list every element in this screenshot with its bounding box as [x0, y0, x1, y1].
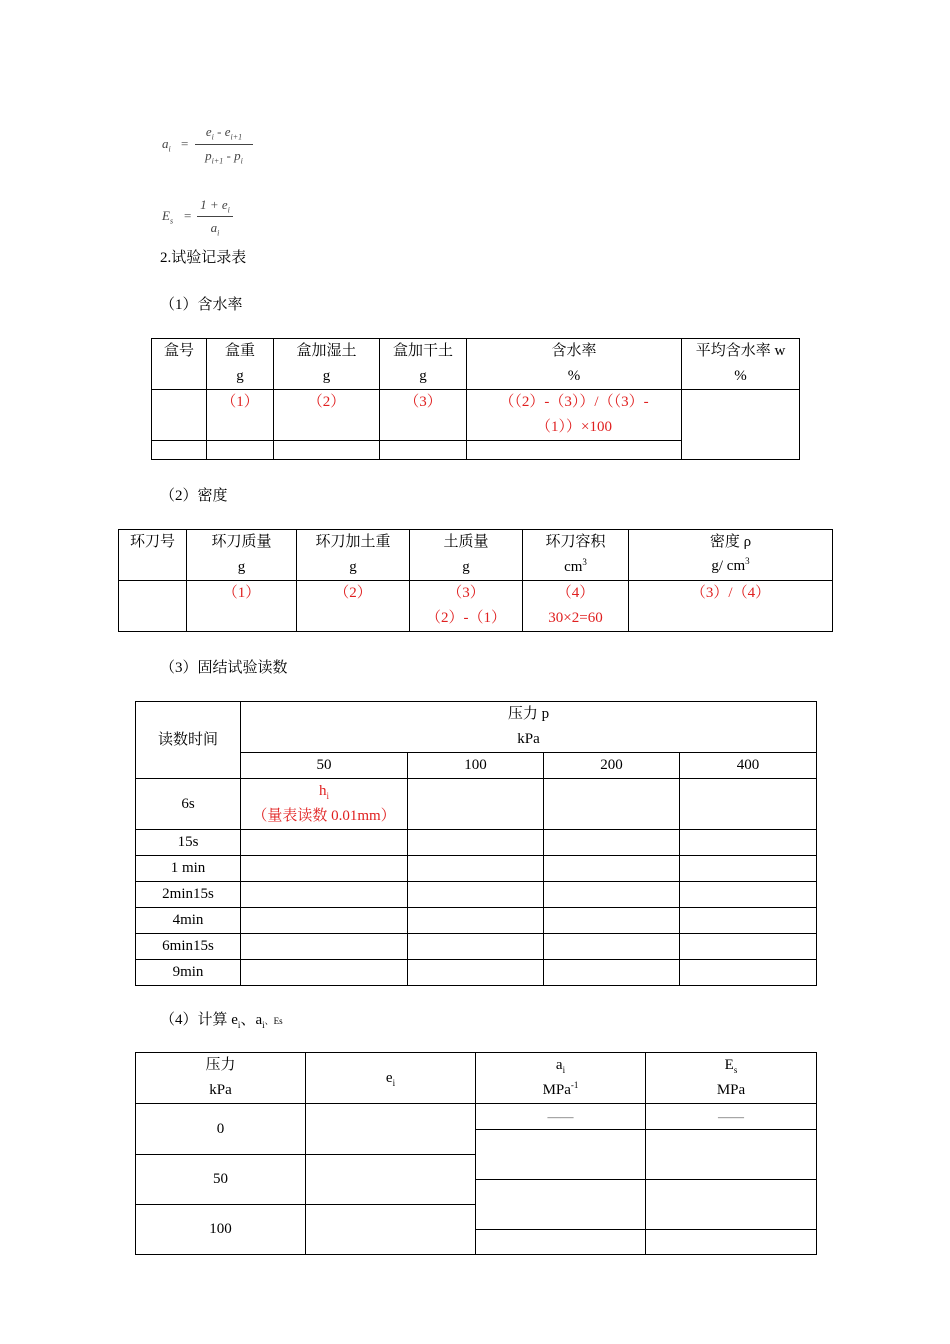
- table-cell: （3）: [380, 390, 467, 441]
- formula-a-fraction-bar: [195, 144, 253, 145]
- formula-es-fraction-bar: [197, 216, 233, 217]
- table-cell: [646, 1180, 817, 1230]
- table-cell: [467, 441, 682, 460]
- table-cell: [207, 441, 274, 460]
- consolidation-table: [135, 701, 817, 986]
- header-cell: 含水率 %: [467, 339, 682, 390]
- table-cell: [241, 830, 408, 856]
- calculation-title: （4）计算 $e_i$、$a_i$、Es: [160, 1012, 283, 1030]
- formula-es-lhs: $E_s$: [162, 208, 174, 226]
- table-cell: [476, 1180, 646, 1230]
- header-cell: 环刀容积 $cm^3$: [523, 530, 629, 581]
- table-cell: [241, 908, 408, 934]
- table-cell: [680, 779, 817, 830]
- table-cell: [544, 830, 680, 856]
- table-cell: [152, 390, 207, 441]
- table-cell: [544, 908, 680, 934]
- header-cell: 土质量 g: [410, 530, 523, 581]
- table-cell: [380, 441, 467, 460]
- table-cell: [241, 882, 408, 908]
- header-cell: 400: [680, 753, 817, 779]
- density-table: [118, 529, 833, 632]
- dash-cell: ——: [646, 1104, 817, 1130]
- time-cell: 15s: [136, 830, 241, 856]
- table-cell: （2）: [297, 581, 410, 632]
- water-content-title: （1）含水率: [160, 297, 243, 313]
- table-cell: [680, 856, 817, 882]
- formula-es-numerator: $1 + e_i$: [200, 197, 230, 215]
- header-cell: 环刀加土重 g: [297, 530, 410, 581]
- table-cell: [241, 934, 408, 960]
- table-cell: [241, 856, 408, 882]
- table-row: [119, 581, 833, 632]
- header-cell: 100: [408, 753, 544, 779]
- table-cell: （4） 30×2=60: [523, 581, 629, 632]
- table-cell: [544, 960, 680, 986]
- dash-cell: ——: [476, 1104, 646, 1130]
- table-cell: [544, 882, 680, 908]
- table-row: [136, 882, 817, 908]
- table-cell: [306, 1155, 476, 1205]
- table-cell: [544, 779, 680, 830]
- table-row: [136, 1104, 817, 1130]
- table-row: [136, 908, 817, 934]
- average-cell: [682, 390, 800, 460]
- table-cell: [680, 960, 817, 986]
- time-cell: 6s: [136, 779, 241, 830]
- table-cell: [152, 441, 207, 460]
- table-cell: [408, 908, 544, 934]
- header-cell: 盒号: [152, 339, 207, 390]
- table-cell: （1）: [187, 581, 297, 632]
- time-cell: 6min15s: [136, 934, 241, 960]
- table-cell: [680, 934, 817, 960]
- formula-es-denominator: $a_i$: [210, 220, 220, 238]
- time-cell: 9min: [136, 960, 241, 986]
- formula-a-equals: =: [181, 136, 189, 151]
- table-cell: （3） （2）-（1）: [410, 581, 523, 632]
- table-cell: [680, 830, 817, 856]
- header-cell: $a_i$ MPa$^{-1}$: [476, 1053, 646, 1104]
- table-cell: [408, 856, 544, 882]
- header-cell: 读数时间: [136, 702, 241, 779]
- table-cell: （1）: [207, 390, 274, 441]
- table-header-row: [152, 339, 800, 390]
- table-cell: [646, 1230, 817, 1255]
- density-title: （2）密度: [160, 488, 228, 504]
- table-cell: [408, 830, 544, 856]
- table-cell: [680, 882, 817, 908]
- calculation-table: [135, 1052, 817, 1255]
- table-cell: [408, 882, 544, 908]
- table-row: [136, 779, 817, 830]
- table-cell: [274, 441, 380, 460]
- table-cell: [544, 856, 680, 882]
- table-row: [152, 390, 800, 441]
- table-cell: （2）: [274, 390, 380, 441]
- header-cell: 平均含水率 w %: [682, 339, 800, 390]
- table-cell: [119, 581, 187, 632]
- table-cell: $h_i$ （量表读数 0.01mm）: [241, 779, 408, 830]
- time-cell: 1 min: [136, 856, 241, 882]
- header-cell: 压力 kPa: [136, 1053, 306, 1104]
- table-cell: [646, 1130, 817, 1180]
- table-header-row: [119, 530, 833, 581]
- table-header-row: [136, 1053, 817, 1104]
- time-cell: 2min15s: [136, 882, 241, 908]
- table-cell: [306, 1205, 476, 1255]
- header-cell: 环刀号: [119, 530, 187, 581]
- table-row: [136, 934, 817, 960]
- section-title: 2.试验记录表: [160, 250, 247, 266]
- formula-a-numerator: $e_i - e_{i+1}$: [205, 124, 243, 142]
- table-cell: [408, 779, 544, 830]
- formula-es: [162, 196, 252, 244]
- table-cell: [408, 960, 544, 986]
- header-cell: 盒重 g: [207, 339, 274, 390]
- header-cell: 盒加湿土 g: [274, 339, 380, 390]
- header-cell: 50: [241, 753, 408, 779]
- water-content-table: [151, 338, 800, 460]
- formula-a-denominator: $p_{i+1} - p_i$: [205, 148, 243, 166]
- table-cell: （（2）-（3））/（（3）- （1））×100: [467, 390, 682, 441]
- formula-a: [162, 124, 272, 174]
- table-cell: [241, 960, 408, 986]
- pressure-cell: 0: [136, 1104, 306, 1155]
- header-cell: 200: [544, 753, 680, 779]
- time-cell: 4min: [136, 908, 241, 934]
- table-cell: [408, 934, 544, 960]
- header-cell: 密度 ρ g/ $cm^3$: [629, 530, 833, 581]
- table-cell: [306, 1104, 476, 1155]
- table-cell: [476, 1230, 646, 1255]
- formula-es-equals: =: [184, 208, 192, 223]
- table-header-row: [136, 702, 817, 753]
- table-cell: [476, 1130, 646, 1180]
- table-cell: （3）/（4）: [629, 581, 833, 632]
- table-row: [136, 960, 817, 986]
- table-cell: [680, 908, 817, 934]
- header-cell: 盒加干土 g: [380, 339, 467, 390]
- header-cell: $E_s$ MPa: [646, 1053, 817, 1104]
- pressure-cell: 100: [136, 1205, 306, 1255]
- table-row: [136, 856, 817, 882]
- pressure-cell: 50: [136, 1155, 306, 1205]
- table-row: [136, 830, 817, 856]
- formula-a-lhs: $a_i$: [162, 136, 171, 154]
- table-cell: [544, 934, 680, 960]
- consolidation-title: （3）固结试验读数: [160, 660, 288, 676]
- header-cell: 环刀质量 g: [187, 530, 297, 581]
- header-cell: $e_i$: [306, 1053, 476, 1104]
- header-cell: 压力 p kPa: [241, 702, 817, 753]
